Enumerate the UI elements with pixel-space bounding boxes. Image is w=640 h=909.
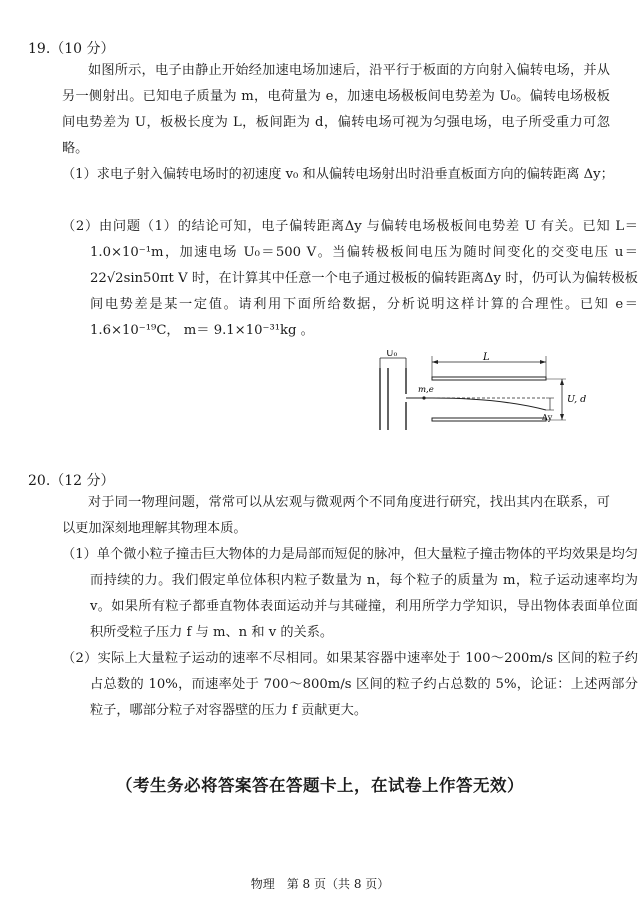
electron-deflected-path xyxy=(432,398,546,410)
question-20-number: 20.（12 分） xyxy=(28,473,115,489)
page-footer: 物理 第 8 页（共 8 页） xyxy=(250,877,390,891)
label-l: L xyxy=(483,352,490,363)
electron-dot xyxy=(422,396,425,399)
question-19-part-1: （1）求电子射入偏转电场时的初速度 v₀ 和从偏转电场射出时沿垂直板面方向的偏转距离 Δy； xyxy=(62,167,614,182)
question-20-intro: 对于同一物理问题，常常可以从宏观与微观两个不同角度进行研究，找出其内在联系，可以更加深刻地理解其物理本质。 xyxy=(62,495,610,536)
answer-sheet-notice: （考生务必将答案答在答题卡上，在试卷上作答无效） xyxy=(116,776,524,795)
question-19-part-2: （2）由问题（1）的结论可知，电子偏转距离Δy 与偏转电场极板间电势差 U 有关。已知 L＝1.0×10⁻¹m，加速电场 U₀＝500 V。当偏转极板间电压为随时间变化的交变电压 u＝22√2sin50πt V 时，在计算其中任意一个电子通过极板的偏转距离Δy 时，仍可认为偏转极板间电势差是某一定值。请利用下面所给数据，分析说明这样计算的合理性。已知 e＝ 1.6×10⁻¹⁹C， m＝ 9.1×10⁻³¹kg 。 xyxy=(62,219,638,338)
deflection-plate-bottom xyxy=(432,418,546,421)
label-u-d: U, d xyxy=(567,394,587,405)
question-19-number: 19.（10 分） xyxy=(28,41,115,57)
question-20-part-2: （2）实际上大量粒子运动的速率不尽相同。如果某容器中速率处于 100～200m/s 区间的粒子约占总数的 10%，而速率处于 700～800m/s 区间的粒子约占总数的 5%，论证：上述两部分粒子，哪部分粒子对容器壁的压力 f 贡献更大。 xyxy=(62,651,638,718)
question-19-intro: 如图所示，电子由静止开始经加速电场加速后，沿平行于板面的方向射入偏转电场，并从另一侧射出。已知电子质量为 m，电荷量为 e，加速电场极板间电势差为 U₀。偏转电场极板间电势差为 U，板极长度为 L，板间距为 d，偏转电场可视为匀强电场，电子所受重力可忽略。 xyxy=(62,63,610,156)
deflection-apparatus-diagram xyxy=(370,350,610,440)
label-m-e: m,e xyxy=(418,385,434,395)
question-20-part-1: （1）单个微小粒子撞击巨大物体的力是局部而短促的脉冲，但大量粒子撞击物体的平均效果是均匀而持续的力。我们假定单位体积内粒子数量为 n，每个粒子的质量为 m，粒子运动速率均为 v。如果所有粒子都垂直物体表面运动并与其碰撞，利用所学力学知识，导出物体表面单位面积所受粒子压力 f 与 m、n 和 v 的关系。 xyxy=(62,547,638,640)
label-u0: U₀ xyxy=(386,350,398,359)
deflection-plate-top xyxy=(432,377,546,380)
label-delta-y: Δy xyxy=(542,413,553,422)
